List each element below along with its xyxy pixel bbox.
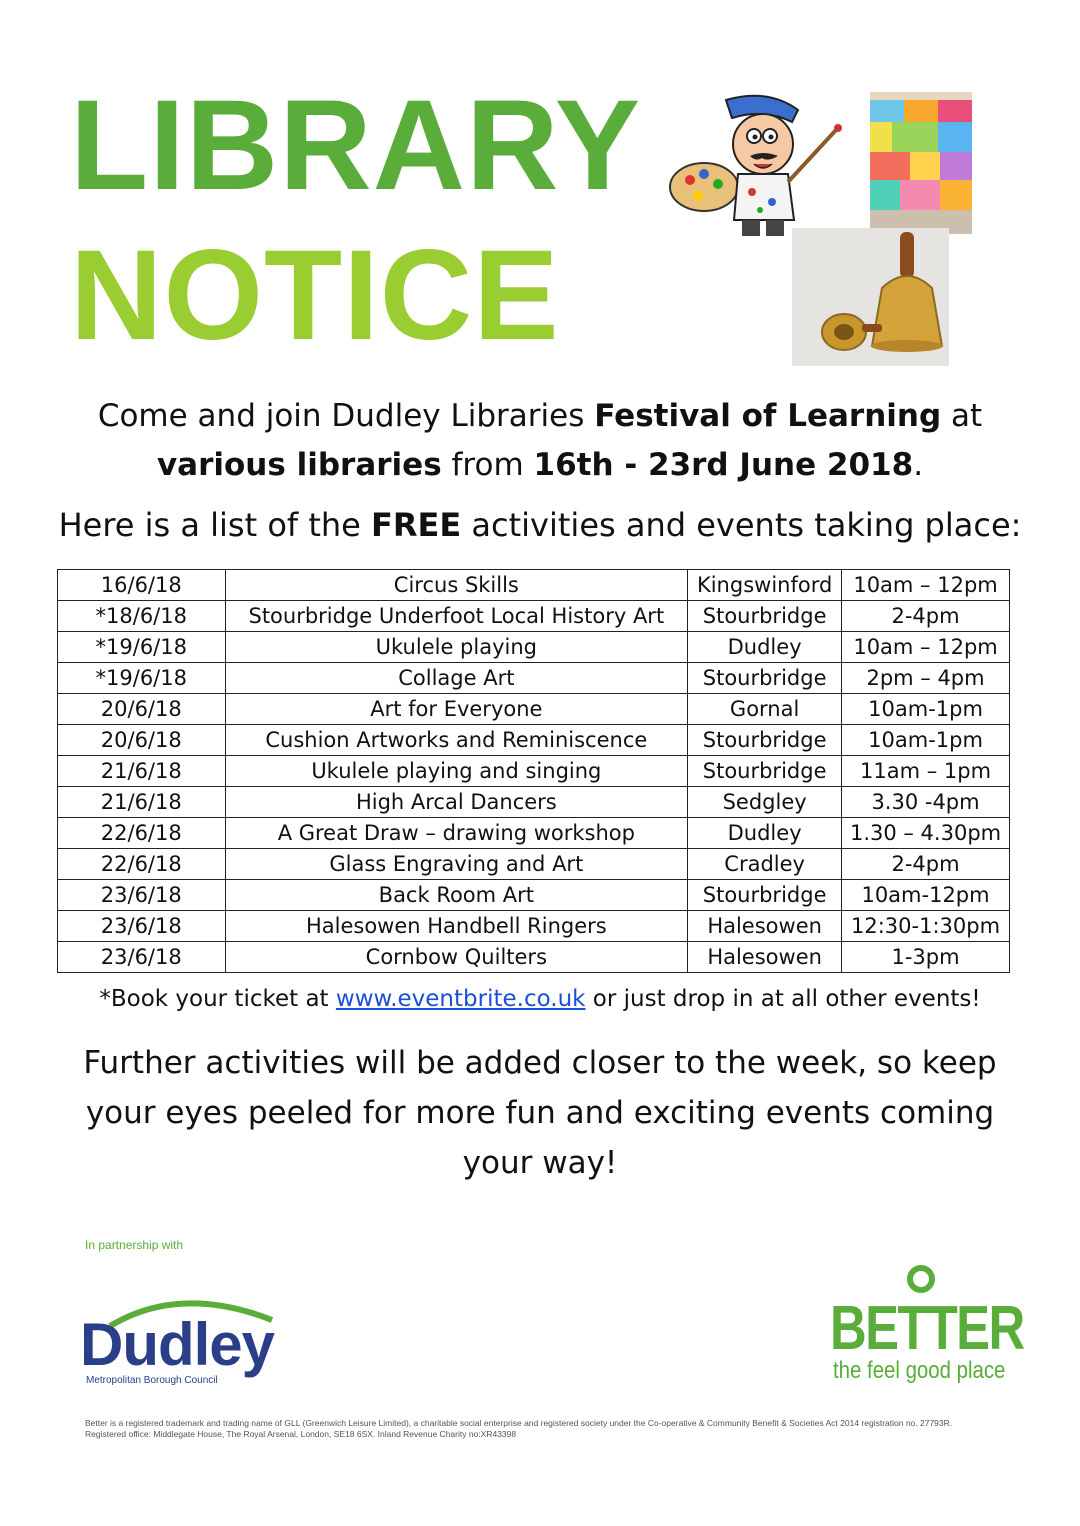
event-activity: Ukulele playing and singing	[225, 756, 688, 787]
quilt-photo	[870, 92, 972, 234]
table-row	[58, 880, 1010, 911]
dudley-wordmark: Dudley	[80, 1311, 275, 1378]
event-time: 10am-1pm	[842, 694, 1010, 725]
better-logo	[825, 1265, 1024, 1395]
event-location: Halesowen	[688, 911, 842, 942]
dudley-logo	[80, 1290, 280, 1390]
event-location: Dudley	[688, 818, 842, 849]
event-date: 21/6/18	[58, 787, 226, 818]
event-date: *19/6/18	[58, 632, 226, 663]
event-activity: Glass Engraving and Art	[225, 849, 688, 880]
event-location: Stourbridge	[688, 663, 842, 694]
table-row	[58, 911, 1010, 942]
event-activity: Ukulele playing	[225, 632, 688, 663]
table-row	[58, 663, 1010, 694]
event-time: 11am – 1pm	[842, 756, 1010, 787]
event-activity: High Arcal Dancers	[225, 787, 688, 818]
event-location: Stourbridge	[688, 601, 842, 632]
event-date: 22/6/18	[58, 818, 226, 849]
title-library: LIBRARY	[70, 74, 642, 217]
legal-text: Better is a registered trademark and trading name of GLL (Greenwich Leisure Limited), a charitable social enterprise and registered society under the Co-operative & Community Benefit & Societies Act 2014 registration no. 27793R. Registered office: Middlegate House, The Royal Arsenal, London, SE18 6SX. Inland Revenue Charity no:XR43398	[85, 1418, 953, 1439]
table-row	[58, 570, 1010, 601]
event-time: 3.30 -4pm	[842, 787, 1010, 818]
event-time: 10am-1pm	[842, 725, 1010, 756]
event-activity: A Great Draw – drawing workshop	[225, 818, 688, 849]
event-date: 23/6/18	[58, 880, 226, 911]
better-o-icon	[907, 1265, 935, 1293]
table-row	[58, 601, 1010, 632]
event-date: 20/6/18	[58, 725, 226, 756]
event-time: 1.30 – 4.30pm	[842, 818, 1010, 849]
intro-line-2: various libraries from 16th - 23rd June 2018.	[156, 447, 924, 483]
event-location: Dudley	[688, 632, 842, 663]
event-date: 21/6/18	[58, 756, 226, 787]
events-table	[57, 569, 1010, 973]
event-location: Gornal	[688, 694, 842, 725]
table-row	[58, 632, 1010, 663]
handbells-photo	[792, 228, 949, 366]
event-date: 22/6/18	[58, 849, 226, 880]
further-activities-text: Further activities will be added closer to the week, so keep your eyes peeled for more fun and exciting events coming your way!	[83, 1045, 997, 1181]
booking-note: *Book your ticket at www.eventbrite.co.uk or just drop in at all other events!	[99, 986, 981, 1012]
event-date: 23/6/18	[58, 911, 226, 942]
dudley-subtitle: Metropolitan Borough Council	[86, 1375, 218, 1386]
table-row	[58, 849, 1010, 880]
event-date: *18/6/18	[58, 601, 226, 632]
table-row	[58, 942, 1010, 973]
event-time: 12:30-1:30pm	[842, 911, 1010, 942]
event-date: *19/6/18	[58, 663, 226, 694]
intro-line-1: Come and join Dudley Libraries Festival of Learning at	[97, 398, 983, 434]
event-date: 23/6/18	[58, 942, 226, 973]
event-location: Sedgley	[688, 787, 842, 818]
event-activity: Cornbow Quilters	[225, 942, 688, 973]
event-location: Stourbridge	[688, 880, 842, 911]
event-time: 1-3pm	[842, 942, 1010, 973]
event-date: 16/6/18	[58, 570, 226, 601]
event-location: Stourbridge	[688, 725, 842, 756]
table-row	[58, 756, 1010, 787]
partnership-label: In partnership with	[85, 1238, 184, 1252]
title-notice: NOTICE	[70, 224, 560, 367]
event-date: 20/6/18	[58, 694, 226, 725]
eventbrite-link[interactable]: www.eventbrite.co.uk	[335, 986, 586, 1012]
better-wordmark: BETTER	[830, 1294, 1024, 1363]
event-time: 2pm – 4pm	[842, 663, 1010, 694]
event-location: Cradley	[688, 849, 842, 880]
activities-lead: Here is a list of the FREE activities and events taking place:	[58, 506, 1022, 544]
event-time: 10am – 12pm	[842, 632, 1010, 663]
table-row	[58, 725, 1010, 756]
event-location: Kingswinford	[688, 570, 842, 601]
table-row	[58, 694, 1010, 725]
better-tagline: the feel good place	[833, 1357, 1006, 1384]
event-time: 2-4pm	[842, 849, 1010, 880]
event-activity: Cushion Artworks and Reminiscence	[225, 725, 688, 756]
event-time: 10am – 12pm	[842, 570, 1010, 601]
event-activity: Halesowen Handbell Ringers	[225, 911, 688, 942]
event-time: 10am-12pm	[842, 880, 1010, 911]
painter-illustration	[668, 92, 868, 242]
event-activity: Circus Skills	[225, 570, 688, 601]
event-location: Stourbridge	[688, 756, 842, 787]
event-activity: Back Room Art	[225, 880, 688, 911]
event-activity: Art for Everyone	[225, 694, 688, 725]
event-activity: Collage Art	[225, 663, 688, 694]
event-activity: Stourbridge Underfoot Local History Art	[225, 601, 688, 632]
event-time: 2-4pm	[842, 601, 1010, 632]
table-row	[58, 818, 1010, 849]
table-row	[58, 787, 1010, 818]
event-location: Halesowen	[688, 942, 842, 973]
